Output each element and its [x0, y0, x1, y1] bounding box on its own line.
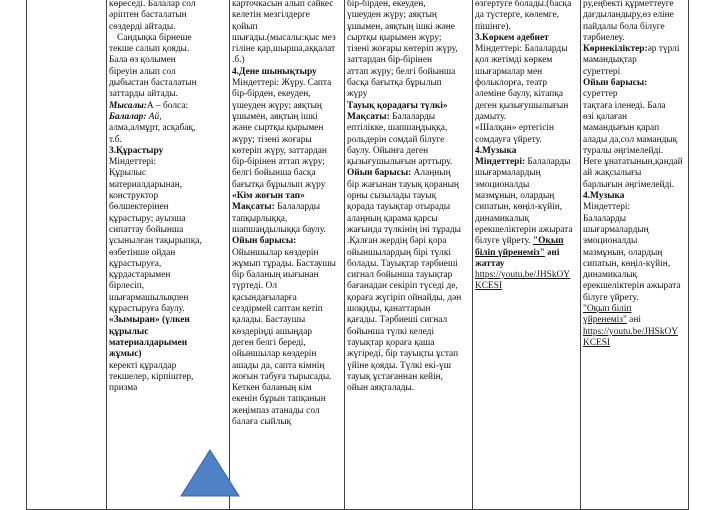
text-line: тапқырлыққа, [232, 213, 288, 224]
text-line: қол жетімді көркем [475, 55, 553, 66]
text-line[interactable]: KCESI [583, 337, 611, 348]
text-line: сыртқы қырымен жүру; [347, 32, 442, 43]
text-line: ұшымен, аяқтың ішкі [232, 111, 318, 122]
text-line: суреттер [583, 89, 618, 100]
text-line: туралы әңгімелейді. [583, 145, 664, 156]
text-line: Сандықка бірнеше [117, 32, 192, 43]
text-line: Құрылыс [109, 168, 147, 179]
text-line [109, 101, 227, 112]
text-run: Міндеттері: [475, 157, 526, 168]
text-line: бойынша түлкі келеді [347, 326, 435, 337]
text-run: Балалар: [109, 111, 147, 122]
text-line: сездірмей саптан кетіп [232, 304, 323, 315]
text-line: сөздерді айтады. [109, 21, 176, 32]
text-line: дыбыстан басталатын [109, 78, 197, 89]
cell-col6 [581, 0, 689, 510]
text-line: Бала өз қолымен [109, 55, 176, 66]
text-line: және сыртқы қырымен [232, 123, 324, 134]
text-line: жүру; тізені жоғары [232, 134, 312, 145]
text-line: «Зымыран» (үлкен [109, 315, 190, 326]
text-line: түртеді. Ол [232, 281, 277, 292]
text-line: Неге ұнататынын,қандай [583, 157, 683, 168]
text-line: дағдыландыру,өз еліне [583, 10, 674, 21]
text-line: көреседі. Балалар сол [109, 0, 196, 9]
text-line: шоқиды, қанаттарын [347, 304, 431, 315]
text-line: әлеміне баулу, кітапқа [475, 89, 564, 100]
text-line: деген белгі береді, [232, 337, 306, 348]
text-line: тақтаға іленеді. Бала [583, 100, 666, 111]
text-line: ойыншылардың бірі түлкі [347, 247, 452, 258]
text-run: Мақсаты: [232, 202, 275, 213]
text-line [232, 202, 342, 213]
text-line: Міндеттері: [583, 202, 631, 213]
text-line: жеңімпаз атанады сол [232, 405, 320, 416]
text-line: эмоционалды [583, 236, 638, 247]
text-run: Мақсаты: [347, 111, 390, 122]
text-line: мамандығын қарап [583, 123, 660, 134]
text-line: қорада тауықтар отырады [347, 202, 451, 213]
text-line: жұмыс) [109, 349, 142, 360]
text-line: көздеріңді ашыңдар [232, 326, 313, 337]
text-line [475, 236, 578, 247]
text-line: бөлшектерінен [109, 202, 169, 213]
text-line: ай жақсылығы [583, 168, 642, 179]
text-run: Ай, [146, 111, 162, 122]
text-line: алады да,сол мамандық [583, 134, 678, 145]
text-run: Балаларды [389, 111, 436, 122]
text-line: шығармалардың [583, 224, 649, 235]
text-run: біліп үйренеміз" [475, 247, 545, 258]
text-line: «Шалқан» ертегісін [475, 123, 555, 134]
text-line: ұсынылған тақырыпқа, [109, 236, 202, 247]
text-line: көтеріп жүру, заттардан [232, 145, 327, 156]
text-line: баулу. Ойынға деген [347, 145, 429, 156]
text-line: 4.Дене шынықтыру [232, 66, 317, 77]
text-line: 3.Көркем әдебиет [475, 32, 549, 43]
text-line: суреттері [583, 66, 621, 77]
text-line: Ойыншылар көздерін [232, 247, 319, 258]
cell-col5 [473, 0, 581, 510]
text-line: эмоционалды [475, 179, 530, 190]
text-line: жұмып тұрады. Бастаушы [232, 258, 336, 269]
text-line: Міндеттері: Жүру. Сапта [232, 78, 332, 89]
text-run: Ойын барысы: [347, 168, 412, 179]
text-line [109, 112, 227, 123]
text-line: құрастыруға баулу. [109, 304, 185, 315]
text-line[interactable]: https://youtu.be/JHSkOY [475, 270, 571, 281]
text-line: фольклорға, театр [475, 78, 548, 89]
text-line: заттардан бір-бірінен [347, 55, 432, 66]
text-line: заттарды айтады. [109, 89, 179, 100]
text-run: әр түрлі [647, 44, 680, 55]
text-line: жоғын табуға тырысады. [232, 371, 332, 382]
text-line: динамикалық [475, 213, 530, 224]
text-run: "Оқып [532, 236, 564, 247]
cell-col2 [107, 0, 230, 510]
text-line: деген қызығушылығын [475, 100, 569, 111]
text-line: ойыншылар көздерін [232, 349, 317, 360]
table-row [27, 0, 689, 510]
text-line [475, 248, 578, 259]
text-line: әріптен басталатын [109, 10, 187, 21]
text-line: рольдерін сомдай білуге [347, 134, 445, 145]
text-line: бірлесіп, [109, 281, 145, 292]
text-line: ерекшеліктерін ажырата [583, 281, 681, 292]
text-line: Міндеттері: [109, 157, 157, 168]
text-line: 4.Музыка [475, 145, 517, 156]
text-line [347, 112, 470, 123]
text-line: мазмұнын, олардың [583, 247, 663, 258]
text-line: "Оқып біліп [583, 304, 632, 315]
text-line: Ойын барысы: [232, 236, 297, 247]
text-line: керекті құралдар [109, 360, 177, 371]
text-line: ерекшеліктерін ажырата [475, 224, 573, 235]
text-line: бағанадан секіріп түседі де, [347, 281, 458, 292]
triangle-shape [180, 449, 240, 497]
text-line: тәрбиелеу. [583, 32, 625, 43]
text-line: балаға сыйлық [232, 416, 292, 427]
text-line [475, 157, 578, 168]
text-line: құрастыру; ауызша [109, 213, 186, 224]
text-line: құрастыруға, [109, 258, 162, 269]
text-line: Ойын барысы: [583, 78, 648, 89]
text-line: конструктор [109, 191, 159, 202]
text-line: карточкасын алып сәйкес [232, 0, 334, 9]
text-run: Мысалы: [109, 100, 147, 111]
text-line: сипатын, көңіл-күйін, [475, 202, 563, 213]
text-run: үйренеміз" [583, 315, 627, 326]
text-line: сипатын, көңіл-күйін, [583, 258, 671, 269]
text-line: барлығын әңгімелейді. [583, 179, 675, 190]
text-line: шапшаңдылыққа баулу. [232, 224, 326, 235]
text-line: динамикалық [583, 270, 638, 281]
text-line: екенін бұрын тапқанын [232, 394, 326, 405]
text-line: тауықтар қораға қаша [347, 337, 435, 348]
text-line: жүру [347, 89, 368, 100]
cell-col1 [27, 0, 107, 510]
text-line: жаттау [475, 258, 505, 269]
text-line: призма [109, 383, 138, 394]
text-line: да түстерге, көлемге, [475, 10, 559, 21]
text-line: қағады. Тәрбиеші сигнал [347, 315, 448, 326]
cell-col3 [230, 0, 345, 510]
text-line [347, 168, 470, 179]
text-line: қызығушылығын арттыру. [347, 157, 453, 168]
text-run: әні [544, 247, 560, 258]
text-line: текше салып қояды. [109, 44, 190, 55]
text-line: білуге үйрету. [583, 292, 639, 303]
text-line: 3.Құрастыру [109, 145, 164, 156]
text-line: аттап жүру; белгі бойынша [347, 66, 456, 77]
text-line: құрдастарымен [109, 270, 171, 281]
text-line: материалдарынан, [109, 179, 183, 190]
text-line: басқа бағытқа бұрылып [347, 78, 442, 89]
text-line: 4.Музыка [583, 191, 625, 202]
text-line: құрылыс [109, 326, 149, 337]
text-line: пайдалы бола білуге [583, 21, 665, 32]
text-line [583, 44, 686, 55]
text-line: келетін мезгілдерге [232, 10, 310, 21]
cell-col4 [345, 0, 473, 510]
text-run: білуге үйрету. [475, 236, 533, 247]
text-line: тізені жоғары көтеріп жүру, [347, 44, 458, 55]
text-line[interactable]: KCESI [475, 281, 503, 292]
text-line: сипаттау бойынша [109, 224, 184, 235]
text-line: Тауық қорадағы түлкі» [347, 100, 448, 111]
text-line: ру,еңбекті құрметтеуге [583, 0, 674, 9]
text-line: ойын аяқталады. [347, 383, 415, 394]
text-run: Балаларды [525, 157, 571, 168]
text-line: бір жағынан тауық қораның [347, 179, 459, 190]
text-line: алма,алмұрт, асқабақ, [109, 123, 196, 134]
text-line: сомдауға үйрету. [475, 134, 542, 145]
text-line: .Қалған жердің бәрі қора [347, 236, 447, 247]
text-line: гіліне қар,шырша,аққалат [232, 44, 336, 55]
text-line: бағытқа бұрылып жүру [232, 179, 326, 190]
text-line: қораға жүгіріп ойнайды, дән [347, 292, 462, 303]
text-line: орны сызылады тауық [347, 191, 437, 202]
text-line: өзі қалаған [583, 111, 628, 122]
text-run: әні [626, 315, 641, 326]
text-run: А – болса: [146, 100, 189, 111]
text-line: үшеуден жүру; аяқтың [347, 10, 437, 21]
text-line: шығады.(мысалы:қыс мез [232, 32, 336, 43]
text-line: қасындағыларға [232, 292, 297, 303]
lesson-plan-table [26, 0, 689, 510]
text-line[interactable]: https://youtu.be/JHSkOY [583, 326, 679, 337]
text-line: біреуін алып сол [109, 66, 176, 77]
text-line: тауық ұстағаннан кейін, [347, 371, 444, 382]
text-line: мазмұнын, олардың [475, 191, 555, 202]
text-line: жүгіреді, бір тауықты ұстап [347, 349, 459, 360]
text-line: белгі бойынша басқа [232, 168, 316, 179]
text-line: .б.) [232, 55, 245, 66]
text-line: үшеуден жүру; аяқтың [232, 100, 322, 111]
text-line: Балаларды [583, 213, 627, 224]
text-line: үйіне қояды. Түлкі екі-үш [347, 360, 451, 371]
text-line: пішінге). [475, 21, 511, 32]
text-line: текшелер, кірпіштер, [109, 371, 194, 382]
text-line: ашады да, сапта кімнің [232, 360, 325, 371]
text-line: материалдарымен [109, 337, 188, 348]
text-run: Алаңның [411, 168, 451, 179]
text-line: болады. Тауықтар тәрбиеші [347, 258, 458, 269]
text-line: Міндеттері: Балаларды [475, 44, 568, 55]
text-line: шығармалар мен [475, 66, 543, 77]
text-line: қалады. Бастаушы [232, 315, 306, 326]
text-line: бір-бірден, екеуден, [347, 0, 426, 9]
text-run: Балаларды [274, 202, 321, 213]
text-line: «Кім жоғын тап» [232, 191, 305, 202]
text-line: бір-бірінен аттап жүру; [232, 157, 325, 168]
text-line: өзгертуге болады.(басқа [475, 0, 572, 9]
text-line: алаңның қарама қарсы [347, 213, 438, 224]
text-line: жағында түлкінің іні тұрады [347, 224, 461, 235]
text-line: мамандықтар [583, 55, 637, 66]
text-line: дамыту. [475, 111, 507, 122]
text-line: ептілікке, шапшаңдыққа, [347, 123, 448, 134]
text-line: ұшымен, аяқтың ішкі және [347, 21, 455, 32]
text-line: шығармашылықпен [109, 292, 189, 303]
text-line: бір баланың иығынан [232, 270, 319, 281]
text-line: т.б. [109, 134, 122, 145]
text-line: бір-бірден, екеуден, [232, 89, 311, 100]
text-run: Көрнекіліктер: [583, 44, 648, 55]
text-line: сигнал бойынша тауықтар [347, 270, 453, 281]
text-line: қойып [232, 21, 258, 32]
text-line [583, 315, 686, 326]
text-line: өзбетінше ойдан [109, 247, 176, 258]
text-line: шығармалардың [475, 168, 541, 179]
text-line: Кеткен баланың кім [232, 383, 312, 394]
